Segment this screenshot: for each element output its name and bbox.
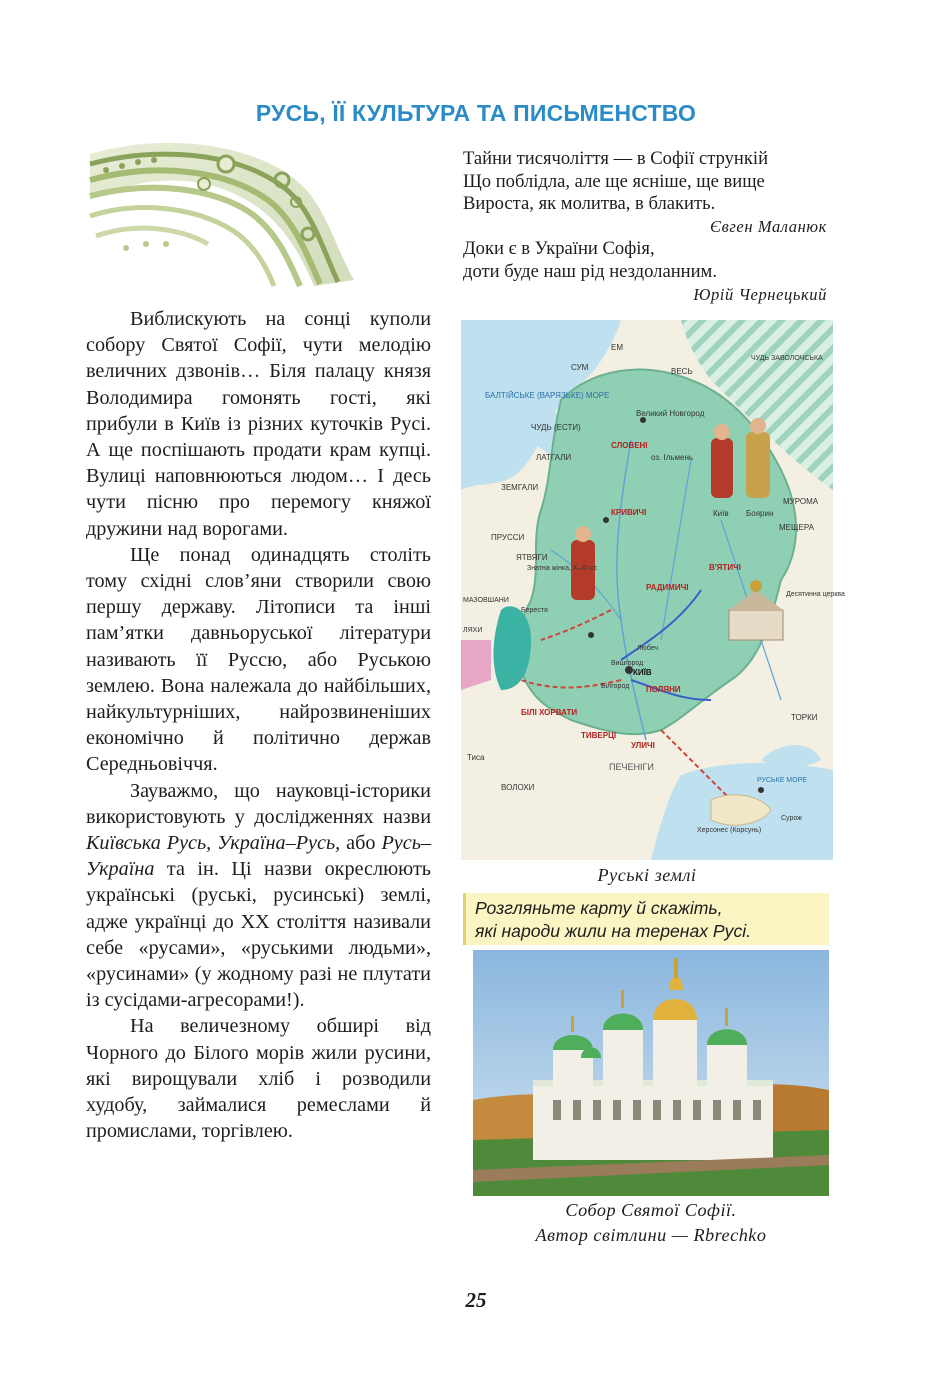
map-label-zavoloch: ЧУДЬ ЗАВОЛОЧСЬКА — [751, 355, 823, 362]
paragraph-4: На величезному обширі від Чорного до Білого морів жили русини, які вирощували хліб і розводили худобу, займалися ремеслами й промислами, торгівлею. — [86, 1015, 431, 1143]
map-label-kyiv-figure: Київ — [713, 509, 729, 518]
page-number: 25 — [465, 1288, 487, 1312]
map-label-radimichi: РАДИМИЧІ — [646, 583, 689, 592]
map-label-lyubech: Любеч — [637, 645, 659, 652]
epigraph-1-line-1: Тайни тисячоліття — в Софії стрункій — [463, 148, 769, 169]
epigraph-2-line-1: Доки є в України Софія, — [463, 238, 655, 260]
map-label-muroma: МУРОМА — [783, 497, 819, 506]
photo-caption — [463, 1198, 839, 1248]
map-label-chudy: ЧУДЬ (ЕСТИ) — [531, 423, 581, 432]
map-label-krivichi: КРИВИЧІ — [611, 508, 647, 517]
map-label-black-sea: РУСЬКЕ МОРЕ — [757, 777, 807, 784]
map-label-bilgorod: Білгород — [601, 683, 630, 690]
paragraph-1: Виблискують на сонці куполи собору Святої Софії, чути мелодію величних дзвонів… Біля палацу князя Володимира гомонять гості, які прибули в Київ із різних куточків Русі. А ще поспішають продати крам купці. Вулиці наповнюються людом… І десь чути пісню про перемогу княжої дружини над ворогами. — [86, 308, 431, 540]
map-label-desyatinna: Десятинна церква — [786, 591, 845, 598]
map-label-volokhy: ВОЛОХИ — [501, 783, 535, 792]
epigraph-2-line-2: доти буде наш рід нездоланним. — [463, 260, 717, 282]
map-label-novgorod: Великий Новгород — [636, 409, 705, 418]
map-label-tivertsi: ТИВЕРЦІ — [581, 731, 617, 740]
map-label-surozh: Сурож — [781, 815, 802, 822]
map-label-sum: СУМ — [571, 363, 589, 372]
map-label-pechenigy: ПЕЧЕНІГИ — [609, 762, 654, 772]
map-label-tysa: Тиса — [467, 753, 485, 762]
map-caption: Руські землі — [597, 865, 697, 885]
map-label-ilmen: оз. Ільмень — [651, 453, 694, 462]
term-kyivska-rus: Київська Русь, Україна–Русь, — [86, 832, 341, 855]
task-line-1: Розгляньте карту й скажіть, — [475, 898, 723, 918]
page-title: РУСЬ, ЇЇ КУЛЬТУРА ТА ПИСЬМЕНСТВО — [255, 100, 697, 126]
map-label-korsun: Херсонес (Корсунь) — [697, 827, 762, 834]
ornament-decoration — [86, 140, 354, 290]
map-label-berestya: Берестя — [521, 607, 548, 614]
paragraph-3 — [86, 778, 431, 1014]
epigraph-2-author: Юрій Чернецький — [693, 284, 827, 304]
paragraph-3-part-b: або — [340, 832, 382, 855]
epigraph-1-author: Євген Маланюк — [709, 216, 827, 236]
map-label-em: ЕМ — [611, 343, 623, 352]
map-label-torky: ТОРКИ — [791, 713, 818, 722]
epigraph-1-line-2: Що поблідла, але ще ясніше, ще вище — [463, 170, 765, 192]
paragraph-2: Ще понад одинадцять століть тому східні слов’яни створили свою першу державу. Літописи та інші пам’ятки давньоруської літератури називають її Руссю, або Руською землею. Вона належала до найбільших, найкультурніших, найрозвиненіших економічно й політично держав Середньовіччя. — [86, 543, 431, 776]
photo-caption-line-2: Автор світлини — Rbrechko — [535, 1225, 767, 1245]
task-box — [463, 893, 829, 945]
paragraph-3-part-a: Зауважмо, що науковці-історики використовують у дослідженнях назви — [86, 779, 431, 828]
cathedral-illustration — [473, 950, 829, 1196]
map-label-polyane: ПОЛЯНИ — [646, 685, 681, 694]
map-label-yatvyagy: ЯТВЯГИ — [516, 553, 548, 562]
main-text — [86, 306, 431, 1145]
map-label-latgaly: ЛАТГАЛИ — [536, 453, 572, 462]
map-label-bili-khorvaty: БІЛІ ХОРВАТИ — [521, 708, 578, 717]
map-label-znatna: Знатна жінка, X–XI ст. — [527, 565, 598, 572]
map-label-vyshgorod: Вишгород — [611, 660, 644, 667]
map-label-baltic: БАЛТІЙСЬКЕ (ВАРЯЗЬКЕ) МОРЕ — [485, 391, 610, 400]
map-label-zemgaly: ЗЕМГАЛИ — [501, 483, 539, 492]
map-label-prusy: ПРУССИ — [491, 533, 525, 542]
map-label-mazovshane: МАЗОВШАНИ — [463, 597, 509, 604]
map-label-lyakhy: ЛЯХИ — [463, 627, 483, 634]
photo-caption-line-1: Собор Святої Софії. — [565, 1200, 737, 1220]
map-label-boyarin: Боярин — [746, 509, 774, 518]
map-label-kyiv: КИЇВ — [633, 668, 652, 677]
map-label-vyatichi: В'ЯТИЧІ — [709, 563, 741, 572]
sophia-cathedral-photo — [473, 950, 829, 1196]
epigraph-1-line-3: Вироста, як молитва, в блакить. — [463, 193, 716, 215]
map-label-slovene: СЛОВЕНІ — [611, 441, 648, 450]
map-label-ulychi: УЛИЧІ — [631, 741, 655, 750]
map-label-meshchera: МЕЩЕРА — [779, 523, 814, 532]
map-rus-lands — [461, 320, 845, 860]
paragraph-3-part-c: та ін. Ці назви окреслюють українські (руські, русинські) землі, адже українці до XX століття називали себе «русами», «руськими людьми», «русинами» (у жодному разі не плутати із сусідами-агресорами!). — [86, 858, 431, 1012]
map-label-ves: ВЕСЬ — [671, 367, 693, 376]
map-illustration — [461, 320, 845, 860]
task-line-2: які народи жили на теренах Русі. — [475, 921, 752, 941]
epigraphs — [463, 148, 827, 306]
term-rus-ukraina: Русь–Україна — [86, 832, 431, 881]
